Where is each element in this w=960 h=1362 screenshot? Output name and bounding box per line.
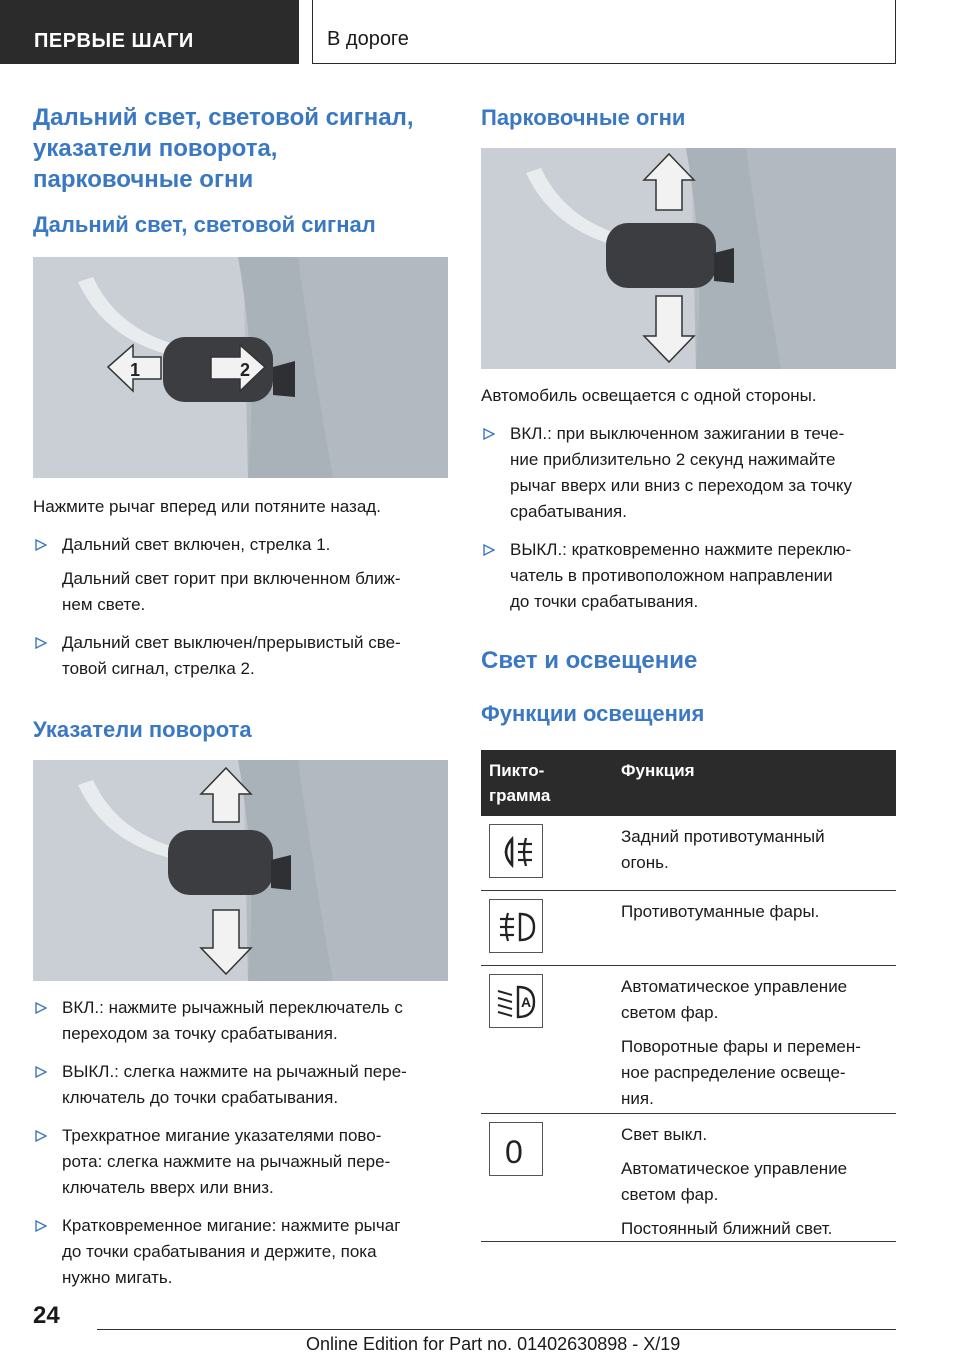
table-header — [481, 750, 896, 816]
turn-lever-photo — [33, 760, 448, 981]
lighting-heading: Свет и освещение — [481, 647, 698, 674]
bullet-triangle-icon — [483, 544, 495, 556]
turn-bullet: ВКЛ.: нажмите рычажный переключатель с переходом за точку срабатывания. — [33, 995, 448, 1047]
turn-bullet: Кратковременное мигание: нажмите рычаг до точки срабатывания и держите, пока нужно мигать. — [33, 1213, 448, 1291]
lights-off-icon — [489, 1122, 543, 1176]
rear-fog-light-icon — [489, 824, 543, 878]
bullet-triangle-icon — [35, 637, 47, 649]
turn-bullet: ВЫКЛ.: слегка нажмите на рычажный пере- ключатель до точки срабатывания. — [33, 1059, 448, 1111]
bullet-triangle-icon — [483, 428, 495, 440]
beam-heading: Дальний свет, световой сигнал — [33, 212, 376, 237]
parking-bullet: ВЫКЛ.: кратковременно нажмите переклю- чатель в противоположном направлении до точки срабатывания. — [481, 537, 896, 615]
parking-intro: Автомобиль освещается с одной стороны. — [481, 386, 817, 405]
arrow-2-label: 2 — [240, 360, 251, 380]
table-row-text: Свет выкл. Автоматическое управление светом фар. Постоянный ближний свет. — [621, 1125, 848, 1238]
table-header-pictogram: Пикто- грамма — [489, 761, 551, 805]
parking-lever-photo — [481, 148, 896, 369]
bullet-triangle-icon — [35, 1066, 47, 1078]
left-column — [33, 102, 448, 1291]
table-row — [481, 891, 896, 966]
bullet-triangle-icon — [35, 1220, 47, 1232]
table-row — [481, 1114, 896, 1242]
turn-bullet: Трехкратное мигание указателями пово- рота: слегка нажмите на рычажный пере- ключатель вверх или вниз. — [33, 1123, 448, 1201]
table-header-function: Функция — [621, 761, 695, 780]
table-row-text: Задний противотуманный огонь. — [621, 827, 825, 872]
table-row — [481, 816, 896, 891]
chapter-tab: ПЕРВЫЕ ШАГИ — [0, 0, 299, 64]
edition-footer: Online Edition for Part no. 01402630898 - X/19 — [306, 1334, 681, 1354]
arrow-1-label: 1 — [130, 360, 141, 380]
table-row-text: Противотуманные фары. — [621, 902, 820, 921]
turn-heading: Указатели поворота — [33, 717, 252, 742]
lighting-functions-table — [481, 750, 896, 1242]
bullet-triangle-icon — [35, 1002, 47, 1014]
parking-heading: Парковочные огни — [481, 105, 686, 130]
beam-lever-photo — [33, 257, 448, 478]
front-fog-light-icon — [489, 899, 543, 953]
footer-divider — [97, 1329, 896, 1330]
table-row-text: Автоматическое управление светом фар. Поворотные фары и перемен- ное распределение освеще- ния. — [621, 977, 861, 1108]
page-number: 24 — [33, 1302, 60, 1329]
bullet-triangle-icon — [35, 1130, 47, 1142]
page-title-line: указатели поворота, — [33, 135, 278, 162]
parking-bullet: ВКЛ.: при выключенном зажигании в тече- ние приблизительно 2 секунд нажимайте рычаг вверх или вниз с переходом за точку срабатывания. — [481, 421, 896, 525]
auto-headlight-icon — [489, 974, 543, 1028]
beam-bullet: Дальний свет выключен/прерывистый све- товой сигнал, стрелка 2. — [33, 630, 448, 682]
beam-bullet: Дальний свет включен, стрелка 1. — [33, 532, 448, 558]
table-row — [481, 966, 896, 1114]
lighting-subheading: Функции освещения — [481, 701, 705, 726]
beam-intro: Нажмите рычаг вперед или потяните назад. — [33, 497, 381, 516]
page-title-line: парковочные огни — [33, 166, 254, 193]
section-title: В дороге — [312, 0, 896, 64]
page-title-line: Дальний свет, световой сигнал, — [33, 104, 414, 131]
page-title — [33, 102, 448, 195]
svg-text:0: 0 — [505, 1134, 523, 1170]
bullet-triangle-icon — [35, 539, 47, 551]
svg-text:A: A — [521, 994, 532, 1010]
right-column — [481, 102, 896, 1242]
beam-note: Дальний свет горит при включенном ближ- нем свете. — [62, 569, 401, 614]
